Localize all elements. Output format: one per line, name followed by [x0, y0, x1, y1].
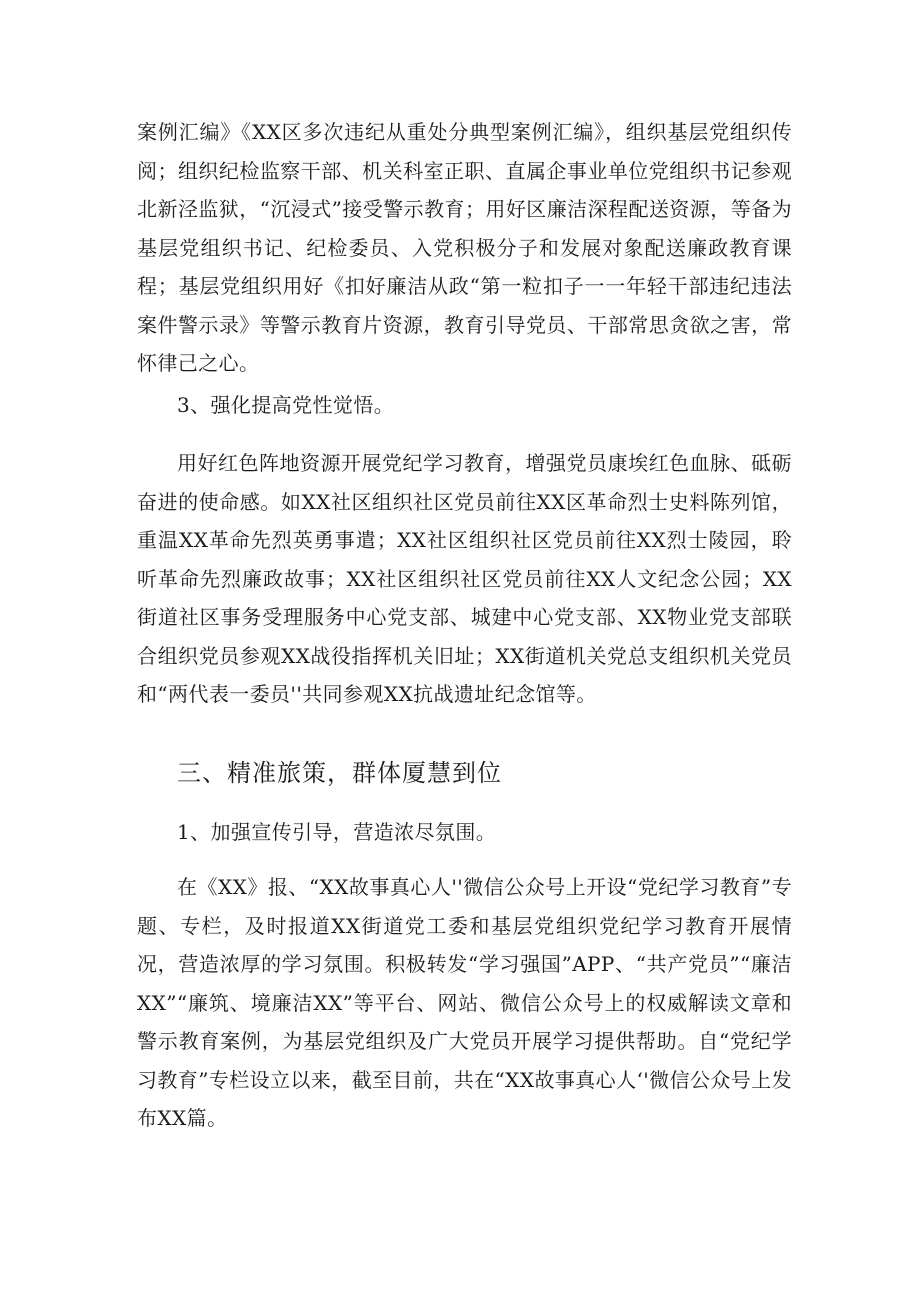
body-paragraph-red-resources: 用好红色阵地资源开展党纪学习教育，增强党员康埃红色血脉、砥砺奋进的使命感。如XX社区组织社区党员前往XX区革命烈士史料陈列馆，重温XX革命先烈英勇事遣；XX社区组织社区党员前往XX烈士陵园，聆听革命先烈廉政故事；XX社区组织社区党员前往XX人文纪念公园；XX街道社区事务受理服务中心党支部、城建中心党支部、XX物业党支部联合组织党员参观XX战役指挥机关旧址；XX街道机关党总支组织机关党员和“两代表一委员''共同参观XX抗战遗址纪念馆等。	[137, 451, 792, 706]
section-title-three: 三、精准旅策，群体厦慧到位	[177, 759, 502, 787]
subheading-party-awareness: 3、强化提高党性觉悟。	[177, 393, 395, 417]
subheading-publicity-guidance: 1、加强宣传引导，营造浓尽氛围。	[177, 820, 497, 844]
body-paragraph-warning-education: 案例汇编》《XX区多次违纪从重处分典型案例汇编》，组织基层党组织传阅；组织纪检监察干部、机关科室正职、直属企事业单位党组织书记参观北新泾监狱，“沉浸式”接受警示教育；用好区廉洁深程配送资源，等备为基层党组织书记、纪检委员、入党积极分子和发展对象配送廉政教育课程；基层党组织用好《扣好廉洁从政“第一粒扣子一一年轻干部违纪违法案件警示录》等警示教育片资源，教育引导党员、干部常思贪欲之害，常怀律己之心。	[137, 120, 792, 375]
body-paragraph-publicity: 在《XX》报、“XX故事真心人''微信公众号上开设“党纪学习教育”专题、专栏，及时报道XX街道党工委和基层党组织党纪学习教育开展情况，营造浓厚的学习氛围。积极转发“学习强国”APP、“共产党员”“廉洁XX”“廉筑、境廉洁XX”等平台、网站、微信公众号上的权威解读文章和警示教育案例，为基层党组织及广大党员开展学习提供帮助。自“党纪学习教育”专栏设立以来，截至目前，共在“XX故事真心人‘'微信公众号上发布XX篇。	[137, 875, 792, 1130]
